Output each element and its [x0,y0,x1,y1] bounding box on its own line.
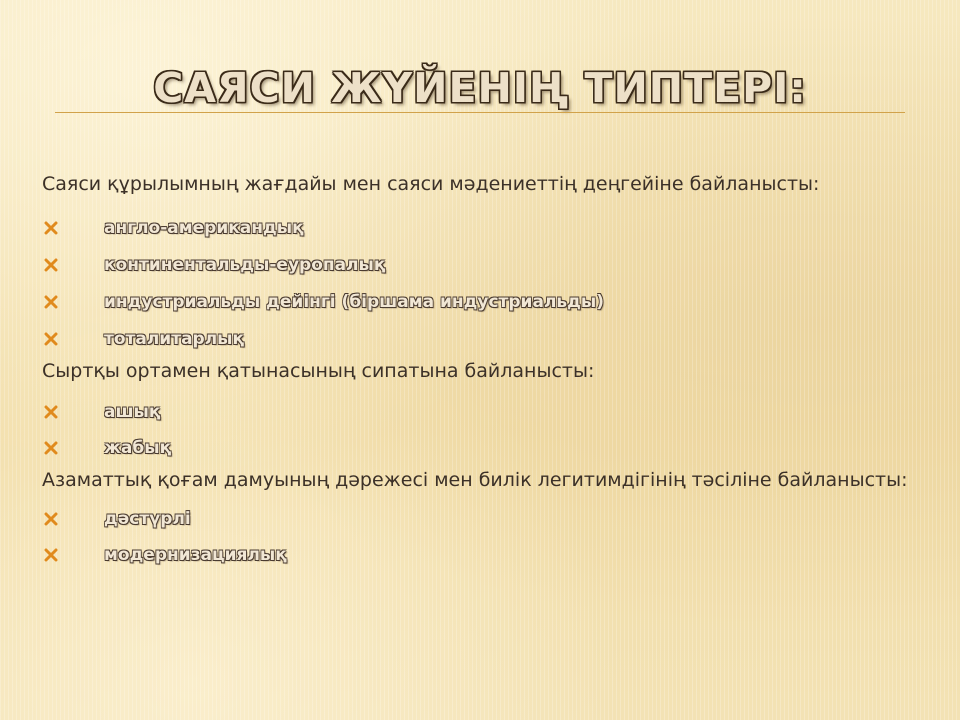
list-item-label: англо-американдық [104,217,304,238]
list-item [42,283,922,320]
x-mark-icon [44,258,58,272]
bullet-list-civil-society [42,501,922,573]
list-item [42,537,922,573]
list-item [42,320,922,357]
bullet-list-environment [42,394,922,466]
x-mark-icon [44,548,58,562]
list-item-label: ашық [104,402,161,422]
list-item [42,430,922,466]
bullet-list-structure [42,209,922,357]
x-mark-icon [44,295,58,309]
list-item-label: континентальды-еуропалық [104,254,386,275]
list-item-label: дәстүрлі [104,509,191,529]
x-mark-icon [44,441,58,455]
section-heading-civil-society: Азаматтық қоғам дамуының дәрежесі мен билік легитимдігінің тәсіліне байланысты: [42,469,908,491]
list-item [42,501,922,537]
x-mark-icon [44,221,58,235]
list-item-label: модернизациялық [104,545,287,565]
slide-title: САЯСИ ЖҮЙЕНІҢ ТИПТЕРІ: [153,64,807,112]
x-mark-icon [44,405,58,419]
section-heading-environment: Сыртқы ортамен қатынасының сипатына байланысты: [42,360,595,382]
list-item [42,209,922,246]
list-item-label: тоталитарлық [104,328,245,349]
title-divider [55,112,905,113]
list-item-label: жабық [104,438,172,458]
slide-body [42,170,922,573]
x-mark-icon [44,332,58,346]
list-item [42,394,922,430]
list-item-label: индустриальды дейінгі (біршама индустриальды) [104,291,605,312]
section-heading-structure: Саяси құрылымның жағдайы мен саяси мәдениеттің деңгейіне байланысты: [42,173,820,195]
x-mark-icon [44,512,58,526]
list-item [42,246,922,283]
